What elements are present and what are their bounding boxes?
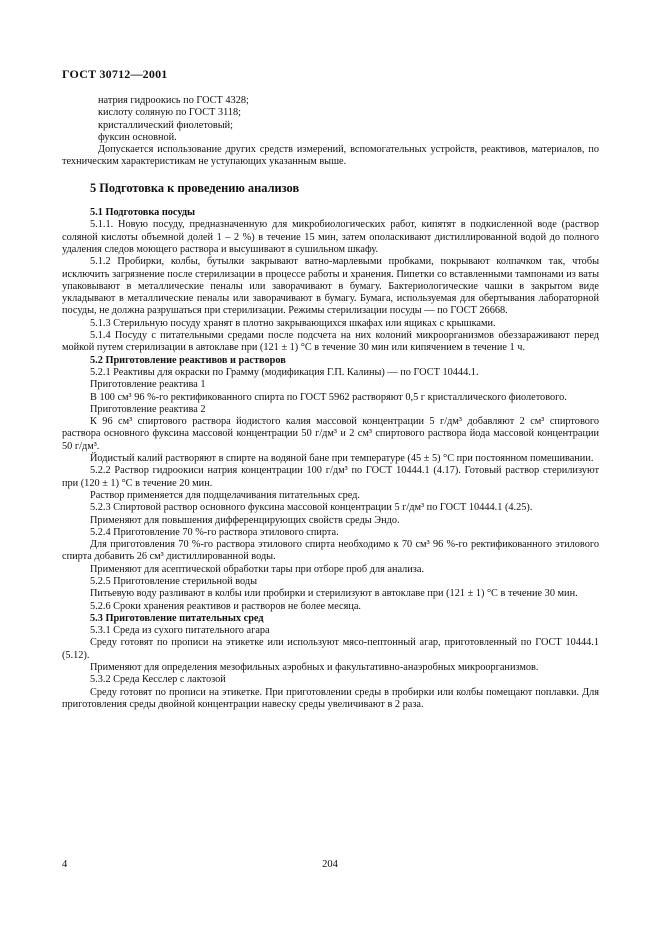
paragraph: 5.1.4 Посуду с питательными средами после подсчета на них колоний микроорганизмов обеззараживают перед мойкой путем стерилизации в автоклаве при (121 ± 1) °С в течение 30 мин или кипячением в течение 1 ч.	[62, 330, 599, 354]
paragraph: 5.2.6 Сроки хранения реактивов и растворов не более месяца.	[90, 600, 361, 612]
paragraph: 5.2.4 Приготовление 70 %-го раствора этилового спирта.	[90, 526, 339, 538]
subsection-title: 5.1 Подготовка посуды	[90, 207, 196, 219]
page-number-left: 4	[62, 859, 68, 870]
paragraph: Для приготовления 70 %-го раствора этилового спирта необходимо к 70 см³ 96 %-го ректификованного этилового спирта добавить 26 см³ дистиллированной воды.	[62, 539, 599, 563]
section-title: 5 Подготовка к проведению анализов	[90, 180, 300, 195]
paragraph: Среду готовят по прописи на этикетке или используют мясо-пептонный агар, приготовленный по ГОСТ 10444.1 (5.12).	[62, 637, 599, 661]
paragraph: Применяют для асептической обработки тары при отборе проб для анализа.	[90, 563, 425, 575]
list-item: натрия гидроокись по ГОСТ 4328;	[98, 95, 249, 106]
paragraph: 5.2.1 Реактивы для окраски по Грамму (модификация Г.П. Калины) — по ГОСТ 10444.1.	[90, 366, 479, 378]
subsection-title: 5.3 Приготовление питательных сред	[90, 612, 264, 624]
paragraph: 5.2.2 Раствор гидроокиси натрия концентрации 100 г/дм³ по ГОСТ 10444.1 (4.17). Готовый раствор стерилизуют при (120 ± 1) °С в течение 20 мин.	[62, 465, 599, 489]
document-header: ГОСТ 30712—2001	[62, 67, 168, 81]
page-number-center: 204	[322, 859, 338, 870]
paragraph: 5.3.2 Среда Кесслер с лактозой	[90, 674, 226, 686]
list-item: кислоту соляную по ГОСТ 3118;	[98, 107, 241, 119]
paragraph: Допускается использование других средств измерений, вспомогательных устройств, реактивов, материалов, по техническим характеристикам не уступающих указанным выше.	[62, 144, 599, 168]
paragraph: Йодистый калий растворяют в спирте на водяной бане при температуре (45 ± 5) °С при постоянном помешивании.	[90, 453, 594, 465]
paragraph: К 96 см³ спиртового раствора йодистого калия массовой концентрации 5 г/дм³ добавляют 2 см³ спиртового раствора основного фуксина массовой концентрации 50 г/дм³ и 2 см³ спиртового раствора йода массовой концентрации 50 г/дм³.	[62, 416, 599, 452]
paragraph: Приготовление реактива 1	[90, 379, 206, 391]
paragraph: 5.2.3 Спиртовой раствор основного фуксина массовой концентрации 5 г/дм³ по ГОСТ 10444.1 (4.25).	[90, 502, 533, 514]
paragraph: Приготовление реактива 2	[90, 403, 206, 415]
paragraph: В 100 см³ 96 %-го ректификованного спирта по ГОСТ 5962 растворяют 0,5 г кристаллического фиолетового.	[90, 391, 567, 403]
document-body	[62, 95, 599, 711]
paragraph: Применяют для повышения дифференцирующих свойств среды Эндо.	[90, 514, 400, 526]
paragraph: 5.1.2 Пробирки, колбы, бутылки закрывают ватно-марлевыми пробками, покрывают колпачком так, чтобы исключить загрязнение после стерилизации в процессе работы и хранения. Пипетки со вставленными тампонами из ваты упаковывают в металлические пеналы или заворачивают в бумагу. Бактериологические чашки в закрытом виде укладывают в металлические пеналы или заворачивают в бумагу. Бумага, используемая для обертывания лабораторной посуды, не должна разрушаться при стерилизации. Режимы стерилизации посуды — по ГОСТ 26668.	[62, 256, 599, 317]
subsection-title: 5.2 Приготовление реактивов и растворов	[90, 354, 286, 366]
paragraph: 5.1.3 Стерильную посуду хранят в плотно закрывающихся шкафах или ящиках с крышками.	[90, 317, 496, 329]
paragraph: 5.3.1 Среда из сухого питательного агара	[90, 625, 270, 637]
paragraph: 5.1.1. Новую посуду, предназначенную для микробиологических работ, кипятят в подкисленной воде (раствор соляной кислоты объемной долей 1 – 2 %) в течение 15 мин, затем ополаскивают дистиллированной водой до полного удаления следов моющего раствора и высушивают в сушильном шкафу.	[62, 219, 599, 255]
paragraph: 5.2.5 Приготовление стерильной воды	[90, 575, 258, 587]
list-item: кристаллический фиолетовый;	[98, 119, 234, 131]
paragraph: Среду готовят по прописи на этикетке. При приготовлении среды в пробирки или колбы помещают поплавки. Для приготовления среды двойной концентрации навеску среды увеличивают в 2 раза.	[62, 686, 599, 710]
paragraph: Раствор применяется для подщелачивания питательных сред.	[90, 489, 360, 501]
list-item: фуксин основной.	[98, 131, 177, 143]
paragraph: Применяют для определения мезофильных аэробных и факультативно-анаэробных микроорганизмов.	[90, 662, 539, 674]
paragraph: Питьевую воду разливают в колбы или пробирки и стерилизуют в автоклаве при (121 ± 1) °С в течение 30 мин.	[90, 588, 578, 600]
